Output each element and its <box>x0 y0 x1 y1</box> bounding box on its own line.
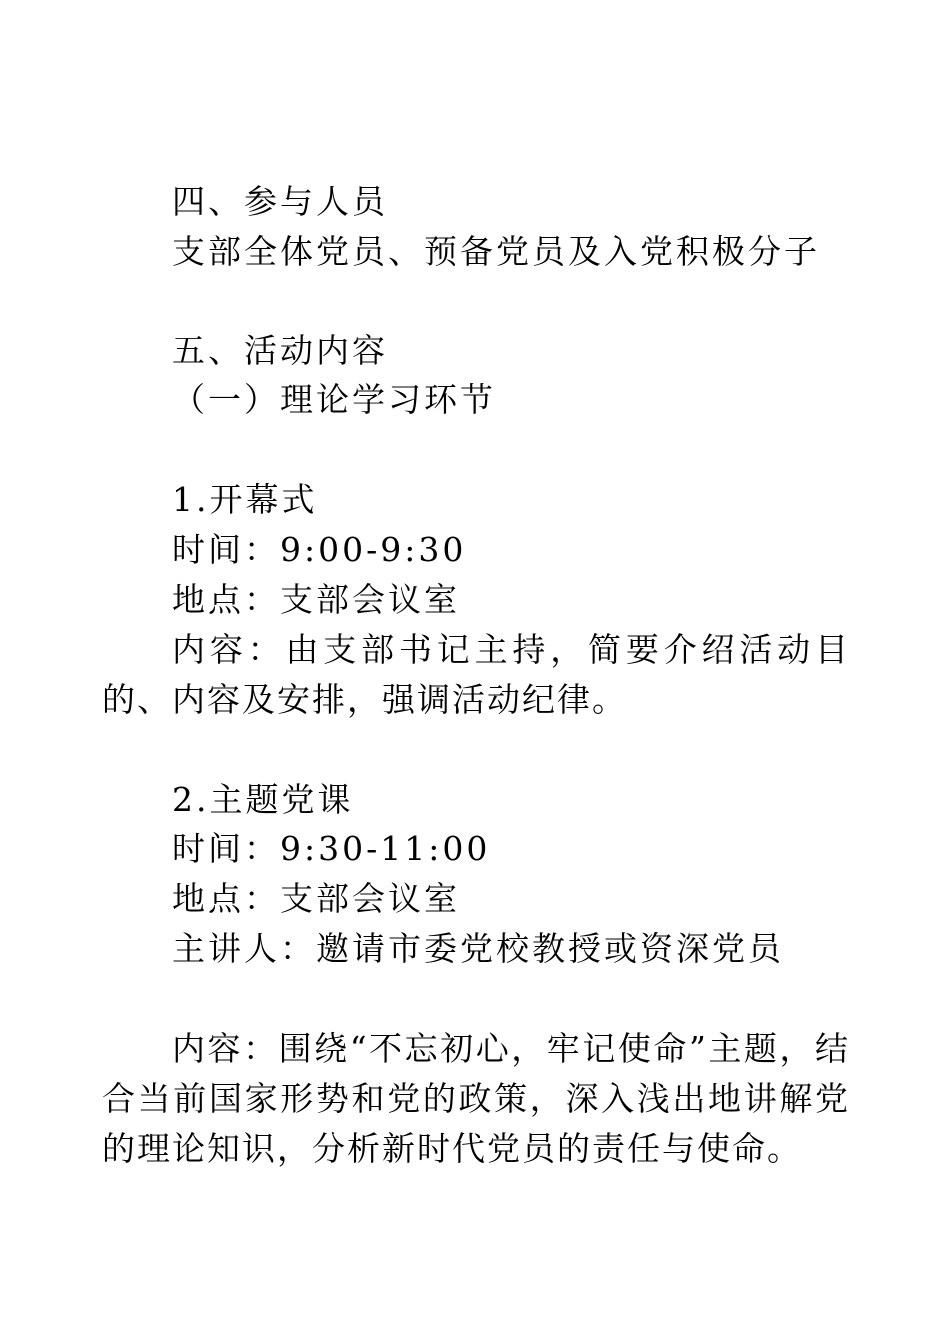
section4-body: 支部全体党员、预备党员及入党积极分子 <box>172 232 820 271</box>
section5-heading: 五、活动内容 <box>172 331 388 370</box>
item1-content: 内容：由支部书记主持，简要介绍活动目的、内容及安排，强调活动纪律。 <box>102 630 850 719</box>
item2-content: 内容：围绕“不忘初心，牢记使命”主题，结合当前国家形势和党的政策，深入浅出地讲解党的理论知识，分析新时代党员的责任与使命。 <box>102 1029 850 1168</box>
item2-title: 2.主题党课 <box>172 780 354 819</box>
section5-subheading: （一）理论学习环节 <box>172 380 496 419</box>
item1-place: 地点：支部会议室 <box>172 580 460 619</box>
section4-heading: 四、参与人员 <box>172 182 388 221</box>
item2-time: 时间：9:30-11:00 <box>172 829 491 868</box>
item2-place: 地点：支部会议室 <box>172 879 460 918</box>
item2-speaker: 主讲人：邀请市委党校教授或资深党员 <box>172 929 784 968</box>
item1-time: 时间：9:00-9:30 <box>172 530 467 569</box>
item1-title: 1.开幕式 <box>172 480 318 519</box>
